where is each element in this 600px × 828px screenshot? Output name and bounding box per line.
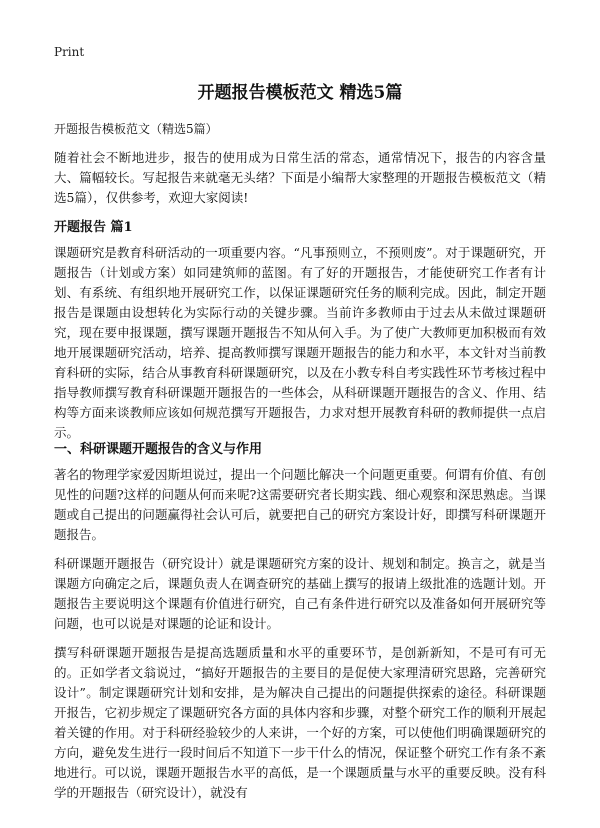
intro-paragraph: 随着社会不断地进步，报告的使用成为日常生活的常态，通常情况下，报告的内容含量大、篇幅较长。写起报告来就毫无头绪？下面是小编帮大家整理的开题报告模板范文（精选5篇），仅供参考，欢迎大家阅读! bbox=[54, 150, 546, 205]
document-subtitle: 开题报告模板范文（精选5篇） bbox=[54, 122, 218, 136]
subsection-heading: 一、科研课题开题报告的含义与作用 bbox=[54, 442, 263, 457]
paragraph-einstein: 著名的物理学家爱因斯坦说过，提出一个问题比解决一个问题更重要。何谓有价值、有创见性的问题?这样的问题从何而来呢?这需要研究者长期实践、细心观察和深思熟虑。当课题或自己提出的问题赢得社会认可后，就要把自己的研究方案设计好，即撰写科研课题开题报告。 bbox=[54, 467, 546, 542]
paragraph-definition: 科研课题开题报告（研究设计）就是课题研究方案的设计、规划和制定。换言之，就是当课题方向确定之后，课题负责人在调查研究的基础上撰写的报请上级批准的选题计划。开题报告主要说明这个课题有价值进行研究，自己有条件进行研究以及准备如何开展研究等问题，也可以说是对课题的论证和设计。 bbox=[54, 556, 546, 631]
paragraph-importance: 撰写科研课题开题报告是提高选题质量和水平的重要环节，是创新新知，不是可有可无的。正如学者文翁说过，“搞好开题报告的主要目的是促使大家理清研究思路，完善研究设计”。制定课题研究计划和安排，是为解决自己提出的问题提供探索的途径。科研课题开报告，它初步规定了课题研究各方面的具体内容和步骤，对整个研究工作的顺利开展起着关键的作用。对于科研经验较少的人来讲，一个好的方案，可以使他们明确课题研究的方向，避免发生进行一段时间后不知道下一步干什么的情况，保证整个研究工作有条不紊地进行。可以说，课题开题报告水平的高低，是一个课题质量与水平的重要反映。没有科学的开题报告（研究设计），就没有 bbox=[54, 645, 546, 800]
page-title: 开题报告模板范文 精选5篇 bbox=[197, 83, 403, 103]
print-label[interactable]: Print bbox=[54, 45, 85, 59]
section-paragraph: 课题研究是教育科研活动的一项重要内容。“凡事预则立，不预则废”。对于课题研究，开题报告（计划或方案）如同建筑师的蓝图。有了好的开题报告，才能使研究工作者有计划、有系统、有组织地开展研究工作，以保证课题研究任务的顺利完成。因此，制定开题报告是课题由设想转化为实际行动的关键步骤。当前许多教师由于过去从未做过课题研究，现在要申报课题，撰写课题开题报告不知从何入手。为了使广大教师更加积极而有效地开展课题研究活动，培养、提高教师撰写课题开题报告的能力和水平，本文针对当前教育科研的实际，结合从事教育科研课题研究，以及在小教专科自考实践性环节考核过程中指导教师撰写教育科研课题开题报告的一些体会，从科研课题开题报告的含义、作用、结构等方面来谈教师应该如何规范撰写开题报告，力求对想开展教育科研的教师提供一点启示。 bbox=[54, 245, 546, 440]
section-heading: 开题报告 篇1 bbox=[54, 220, 133, 235]
